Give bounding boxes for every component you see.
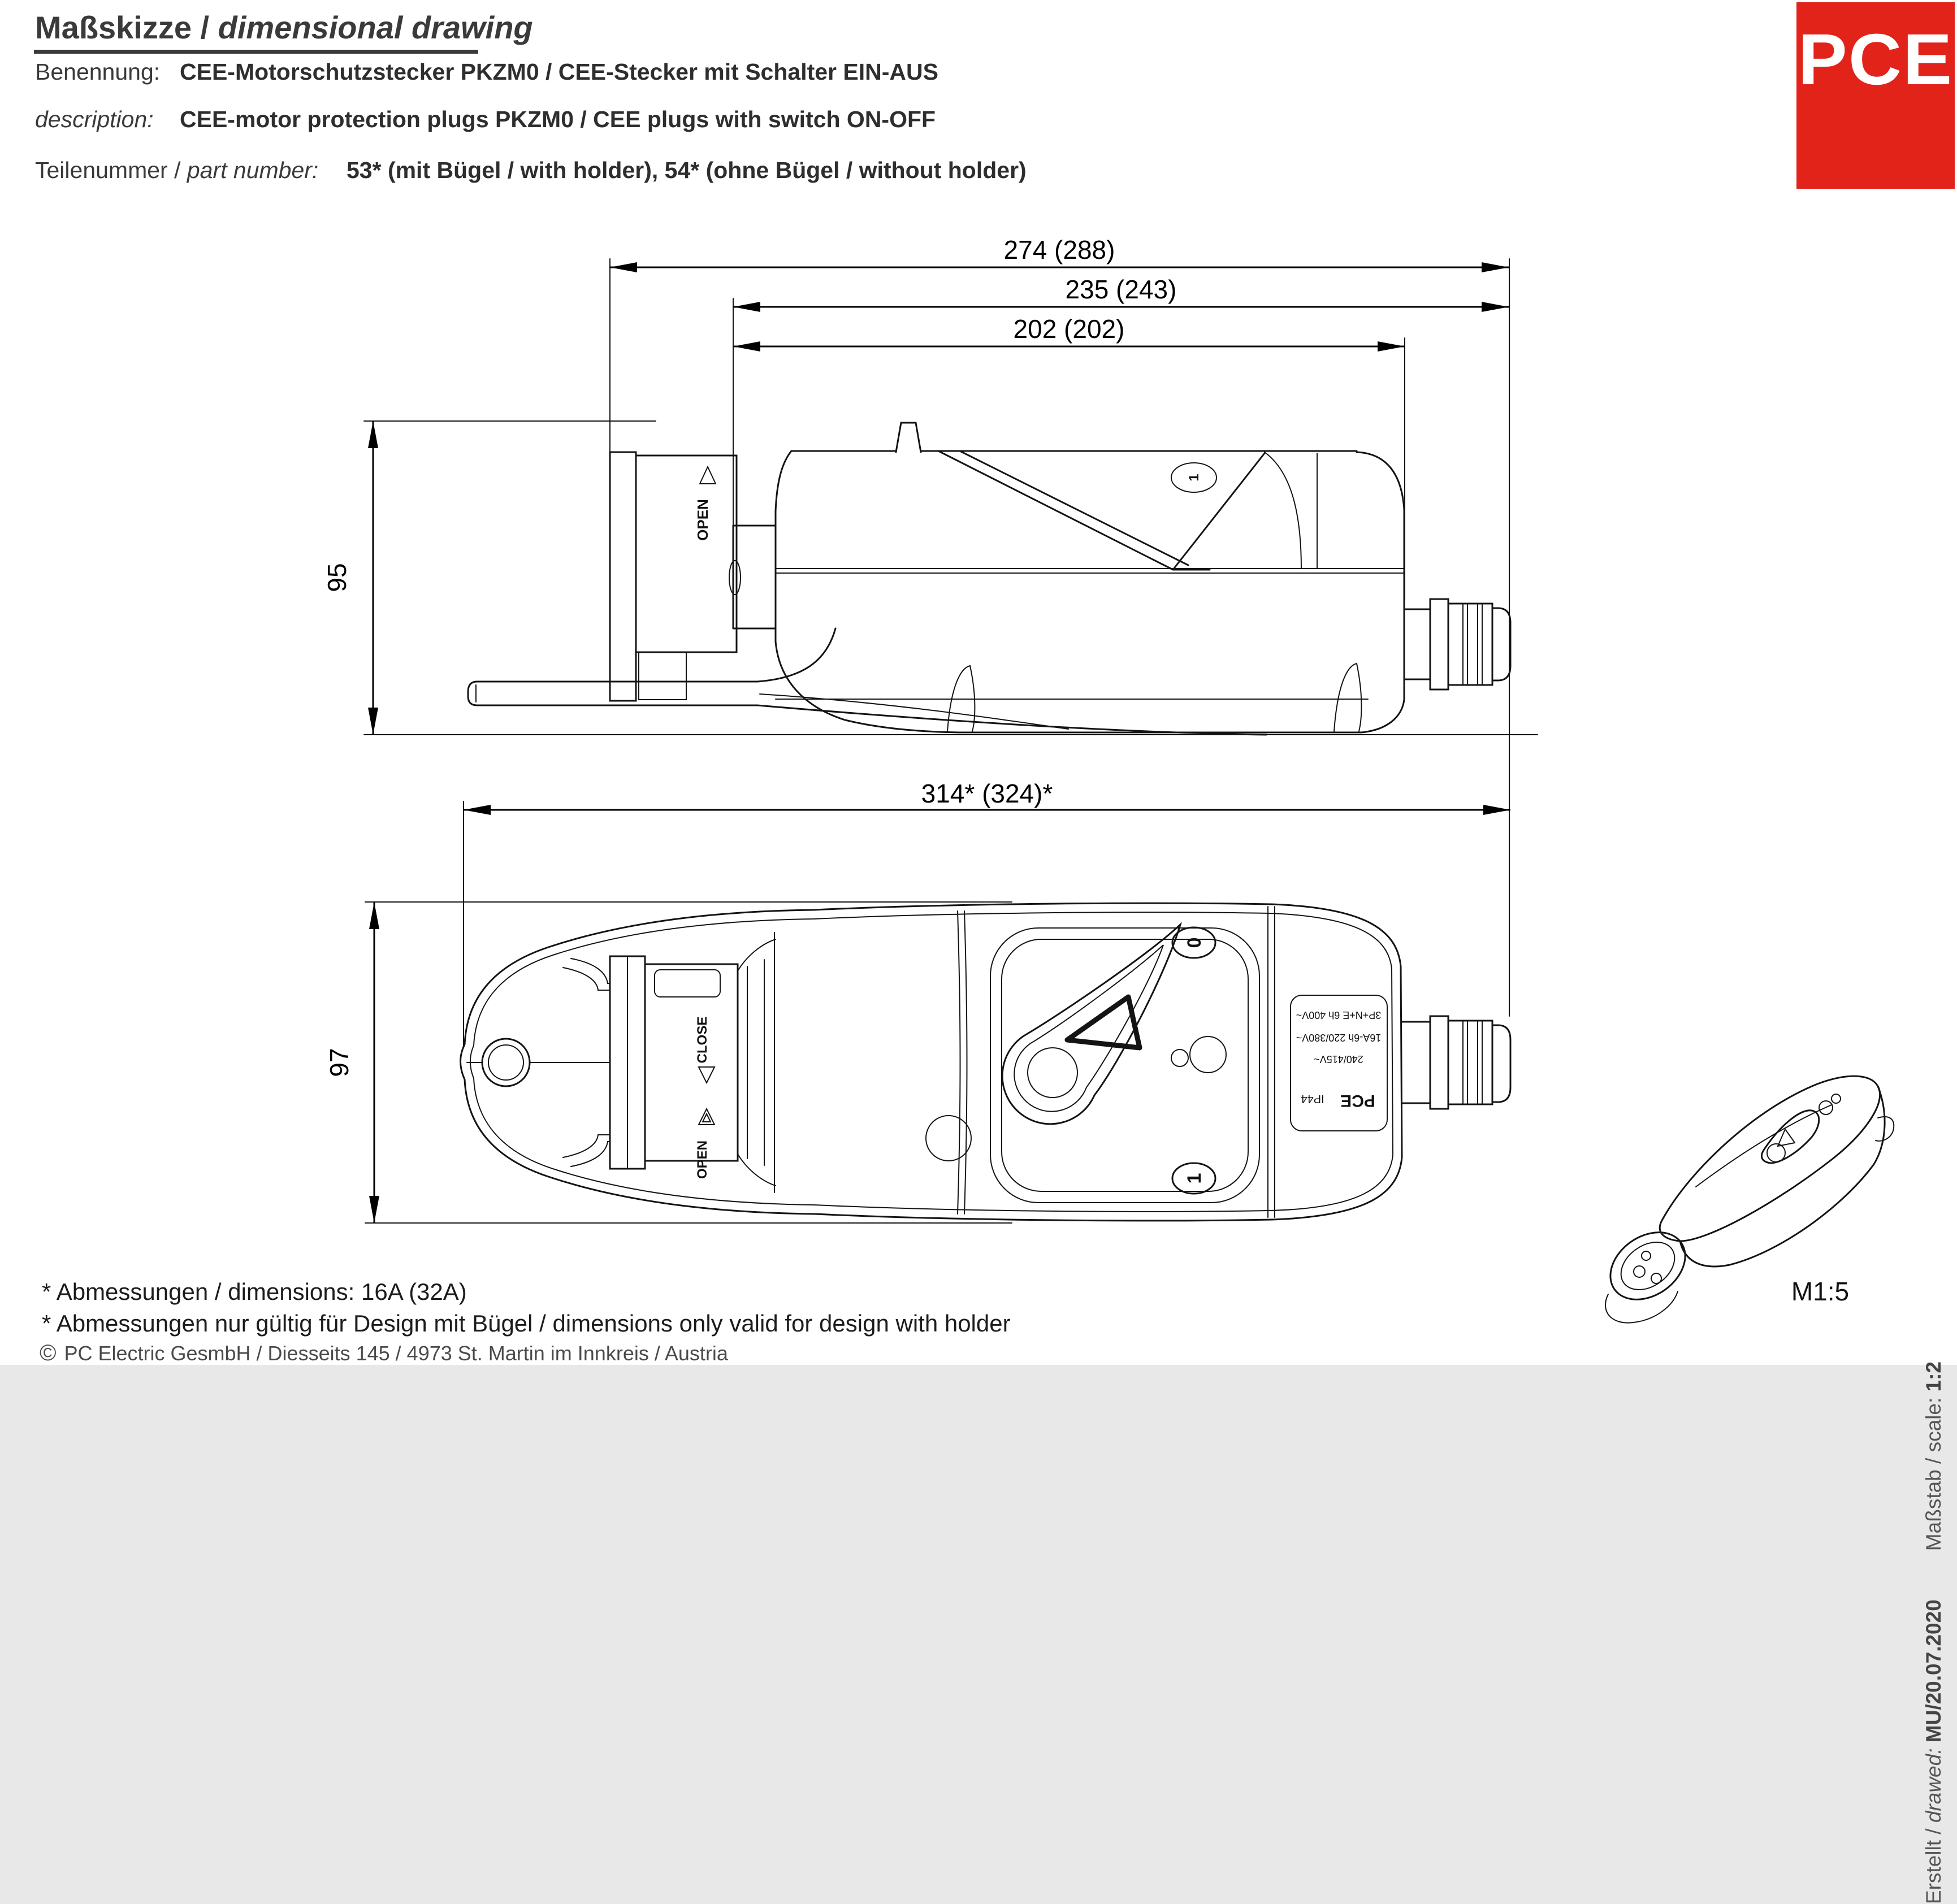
cap-flange-side [610,452,636,701]
sidebar-drawing-info [1922,1361,1946,1904]
copyright-icon: © [40,1341,57,1365]
switch-one-label-side: 1 [1187,474,1202,482]
scale-label: Maßstab / scale: [1922,1391,1945,1551]
copyright-line [40,1341,728,1366]
pce-logo-text: PCE [1798,19,1954,100]
footnote-holder: * Abmessungen nur gültig für Design mit Bügel / dimensions only valid for design with holder [42,1310,1011,1337]
cap-body-plan [645,964,738,1161]
side-view [468,423,1510,735]
plan-view [461,903,1511,1221]
page-title-de: Maßskizze / [35,10,210,45]
holder-hub [482,1039,530,1086]
cap-open-label-plan: OPEN [695,1140,710,1179]
plate-line-3: 240/415V~ [1314,1053,1363,1065]
dim-274-label: 274 (288) [1003,235,1115,264]
cap-body-side [636,456,737,652]
benennung-label: Benennung: [35,59,161,85]
holder-strap-side [468,628,1266,735]
plug-face-3d [1597,1218,1698,1313]
plate-line-2: 16A-6h 220/380V~ [1296,1032,1382,1043]
partnumber-value: 53* (mit Bügel / with holder), 54* (ohne Bügel / without holder) [347,157,1027,183]
view3d-scale-label: M1:5 [1791,1277,1850,1306]
dim-97-label: 97 [324,1048,354,1077]
dim-235-label: 235 (243) [1065,275,1177,304]
switch-one-label: 1 [1184,1173,1205,1184]
dimension-lines [368,262,1510,1223]
created-value: MU/20.07.2020 [1922,1599,1945,1749]
cable-gland-plan [1402,1016,1510,1109]
plate-ip44: IP44 [1301,1092,1324,1105]
partnumber-label-en: part number: [187,157,319,183]
close-triangle-icon [699,1067,715,1083]
description-label: description: [35,106,154,132]
partnumber-label-de: Teilenummer / [35,157,187,183]
rating-plate [1291,995,1387,1131]
dim-314-label: 314* (324)* [921,779,1053,808]
created-label: Erstellt / [1922,1823,1945,1904]
cap-close-label: CLOSE [695,1016,710,1064]
dim-95-label: 95 [322,563,352,592]
extension-lines [364,259,1538,1223]
warning-triangle-icon [700,467,716,484]
page-title-en: dimensional drawing [209,10,533,45]
benennung-value: CEE-Motorschutzstecker PKZM0 / CEE-Stecker mit Schalter EIN-AUS [180,59,938,85]
plate-line-1: 3P+N+E 6h 400V~ [1296,1009,1382,1021]
plate-pce: PCE [1340,1091,1375,1110]
copyright-text: PC Electric GesmbH / Diesseits 145 / 4973 St. Martin im Innkreis / Austria [64,1342,728,1365]
created-label-en: drawed: [1922,1748,1945,1823]
cable-gland-side [1404,599,1510,689]
dim-202-label: 202 (202) [1013,314,1125,344]
footnote-dimensions: * Abmessungen / dimensions: 16A (32A) [42,1278,467,1305]
description-value: CEE-motor protection plugs PKZM0 / CEE plugs with switch ON-OFF [180,106,936,132]
switch-zero-label: 0 [1184,937,1205,948]
scale-value: 1:2 [1922,1361,1945,1392]
cap-open-label-side: OPEN [694,499,711,541]
